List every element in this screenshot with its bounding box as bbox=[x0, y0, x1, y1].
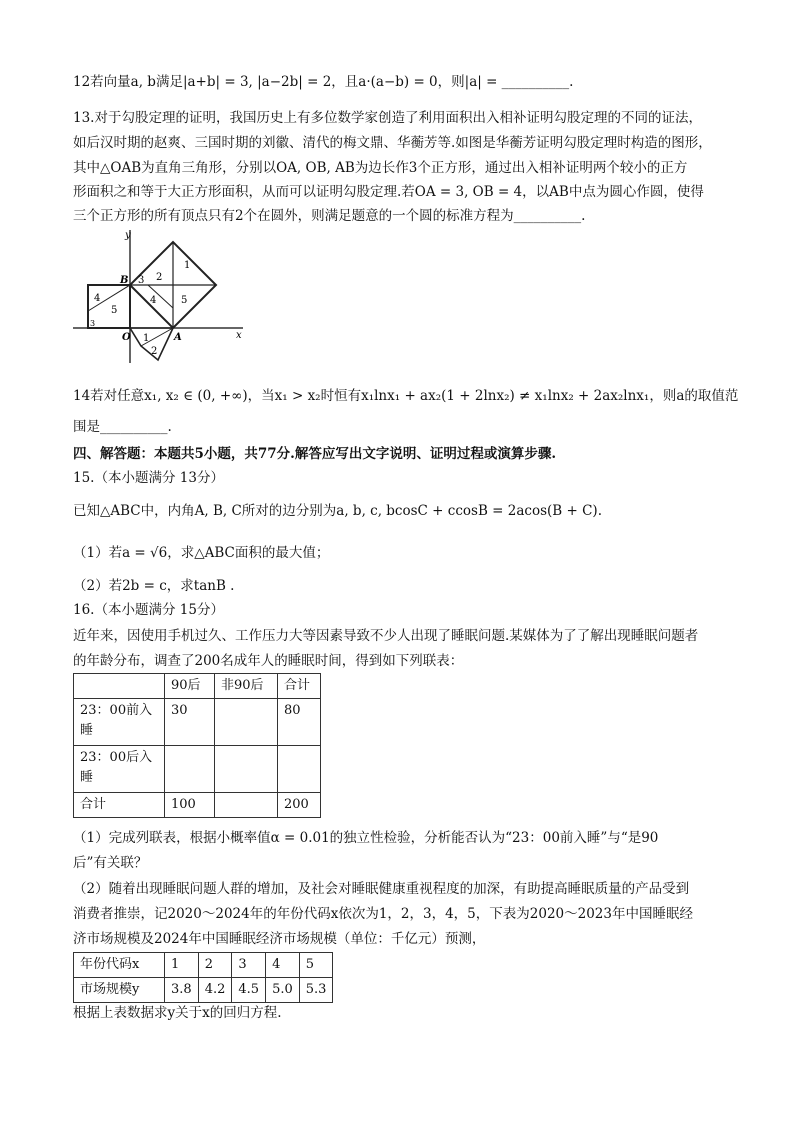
table-row bbox=[74, 793, 321, 818]
table-cell bbox=[165, 746, 215, 793]
table-cell: 4 bbox=[266, 953, 300, 978]
table-cell: 3.8 bbox=[165, 978, 199, 1003]
table-cell bbox=[215, 793, 278, 818]
header-cell: 90后 bbox=[165, 674, 215, 699]
table-row bbox=[74, 674, 321, 699]
question-14-line-1: 14若对任意x₁, x₂ ∈ (0, +∞)，当x₁ > x₂时恒有x₁lnx₁ + ax₂(1 + 2lnx₂) ≠ x₁lnx₂ + 2ax₂lnx₁，则a的取值范 bbox=[73, 388, 739, 404]
header-cell: 合计 bbox=[278, 674, 321, 699]
table-row bbox=[74, 746, 321, 793]
question-14-line-2: 围是__________. bbox=[73, 419, 172, 435]
table-cell bbox=[215, 746, 278, 793]
label-y: y bbox=[125, 230, 131, 241]
region-2-top: 2 bbox=[156, 272, 163, 283]
row-label: 23：00后入睡 bbox=[74, 746, 165, 793]
question-16-part-1-line-1: （1）完成列联表，根据小概率值α = 0.01的独立性检验，分析能否认为“23：00前入睡”与“是90 bbox=[73, 830, 659, 846]
market-size-table bbox=[73, 952, 333, 1003]
question-13-line-4: 形面积之和等于大正方形面积，从而可以证明勾股定理.若OA = 3, OB = 4，以AB中点为圆心作圆，使得 bbox=[73, 184, 704, 200]
question-16-intro-1: 近年来，因使用手机过久、工作压力大等因素导致不少人出现了睡眠问题.某媒体为了了解出现睡眠问题者 bbox=[73, 628, 699, 644]
question-16-part-1-line-2: 后”有关联？ bbox=[73, 855, 148, 871]
region-2-bottom: 2 bbox=[151, 346, 158, 357]
table-cell: 3 bbox=[232, 953, 266, 978]
label-o: O bbox=[122, 332, 131, 343]
region-3-top: 3 bbox=[138, 275, 145, 286]
question-12: 12若向量a, b满足|a+b| = 3, |a−2b| = 2，且a·(a−b) = 0，则|a| = __________. bbox=[73, 74, 574, 90]
question-16-part-2-line-3: 济市场规模及2024年中国睡眠经济市场规模（单位：千亿元）预测， bbox=[73, 931, 486, 947]
row-label: 年份代码x bbox=[74, 953, 165, 978]
table-cell: 1 bbox=[165, 953, 199, 978]
table-cell: 30 bbox=[165, 699, 215, 746]
region-4-mid: 4 bbox=[150, 295, 157, 306]
contingency-table bbox=[73, 673, 321, 818]
label-x: x bbox=[236, 330, 242, 341]
pythagoras-figure bbox=[73, 228, 253, 368]
question-16-final: 根据上表数据求y关于x的回归方程. bbox=[73, 1005, 282, 1021]
question-16-header: 16.（本小题满分 15分） bbox=[73, 602, 224, 618]
table-row bbox=[74, 699, 321, 746]
region-5-mid: 5 bbox=[181, 295, 188, 306]
row-label: 合计 bbox=[74, 793, 165, 818]
question-13-line-2: 如后汉时期的赵爽、三国时期的刘徽、清代的梅文鼎、华蘅芳等.如图是华蘅芳证明勾股定理时构造的图形， bbox=[73, 135, 712, 151]
question-16-part-2-line-2: 消费者推崇，记2020～2024年的年份代码x依次为1，2，3，4，5，下表为2020～2023年中国睡眠经 bbox=[73, 906, 693, 922]
question-16-intro-2: 的年龄分布，调查了200名成年人的睡眠时间，得到如下列联表： bbox=[73, 653, 464, 669]
table-row bbox=[74, 978, 333, 1003]
row-label: 市场规模y bbox=[74, 978, 165, 1003]
region-1-bottom: 1 bbox=[143, 333, 150, 344]
table-cell bbox=[215, 699, 278, 746]
table-row bbox=[74, 953, 333, 978]
row-label: 23：00前入睡 bbox=[74, 699, 165, 746]
question-13-line-1: 13.对于勾股定理的证明，我国历史上有多位数学家创造了利用面积出入相补证明勾股定理的不同的证法， bbox=[73, 110, 702, 126]
table-cell: 2 bbox=[198, 953, 232, 978]
header-cell bbox=[74, 674, 165, 699]
question-15-header: 15.（本小题满分 13分） bbox=[73, 470, 224, 486]
section-4-heading: 四、解答题：本题共5小题，共77分.解答应写出文字说明、证明过程或演算步骤. bbox=[73, 446, 557, 462]
question-13-line-5: 三个正方形的所有顶点只有2个在圆外，则满足题意的一个圆的标准方程为__________. bbox=[73, 208, 586, 224]
question-15-part-2: （2）若2b = c，求tanB . bbox=[73, 578, 235, 594]
region-4-left: 4 bbox=[94, 293, 101, 304]
table-cell: 4.5 bbox=[232, 978, 266, 1003]
question-16-part-2-line-1: （2）随着出现睡眠问题人群的增加，及社会对睡眠健康重视程度的加深，有助提高睡眠质量的产品受到 bbox=[73, 881, 690, 897]
region-1-top: 1 bbox=[184, 260, 191, 271]
region-5-left: 5 bbox=[111, 305, 118, 316]
label-a: A bbox=[174, 332, 182, 343]
table-cell: 80 bbox=[278, 699, 321, 746]
table-cell: 200 bbox=[278, 793, 321, 818]
table-cell: 4.2 bbox=[198, 978, 232, 1003]
question-15-stem: 已知△ABC中，内角A, B, C所对的边分别为a, b, c, bcosC + ccosB = 2acos(B + C). bbox=[73, 503, 602, 519]
table-cell: 5.3 bbox=[299, 978, 333, 1003]
label-b: B bbox=[120, 275, 129, 286]
table-cell: 100 bbox=[165, 793, 215, 818]
table-cell: 5 bbox=[299, 953, 333, 978]
table-cell bbox=[278, 746, 321, 793]
question-15-part-1: （1）若a = √6，求△ABC面积的最大值； bbox=[73, 545, 330, 561]
table-cell: 5.0 bbox=[266, 978, 300, 1003]
header-cell: 非90后 bbox=[215, 674, 278, 699]
region-3-left: 3 bbox=[90, 319, 96, 328]
question-13-line-3: 其中△OAB为直角三角形，分别以OA, OB, AB为边长作3个正方形，通过出入相补证明两个较小的正方 bbox=[73, 160, 688, 176]
